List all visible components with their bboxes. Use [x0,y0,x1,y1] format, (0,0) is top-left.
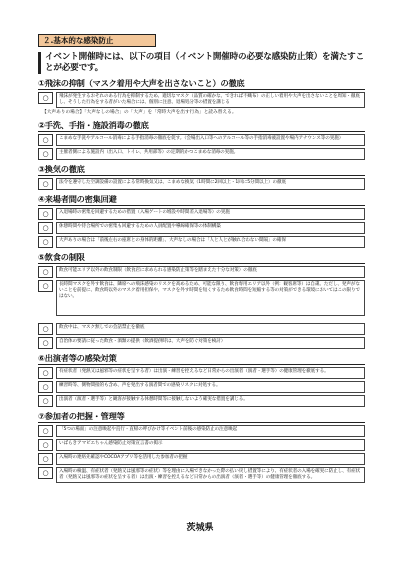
section-header-label: ２.基本的な感染防止 [38,34,156,47]
checklist-item [38,266,365,278]
section-hand-hygiene [38,120,365,160]
checklist-item [38,381,365,393]
item-text: 入退場時の密集を回避するための措置（入場ゲートの増設や時間差入退場等）の実施 [56,208,365,220]
item-text: 有症状者（発熱又は風邪等の症状を呈する者）は出演・練習を控えるなど日常からの出演者（演者・選手等）の健康管理を徹底する。 [56,367,365,379]
prefecture-footer: 茨城県 [186,523,214,533]
checklist-item [38,323,365,335]
checkbox[interactable]: ○ [38,395,53,407]
checkbox[interactable]: ○ [38,337,53,349]
checkbox[interactable]: ○ [38,381,53,393]
section-participant-management [38,411,365,483]
item-text: 入場時の連絡先確認やCOCOAアプリ等を活用した参加者の把握 [56,453,365,465]
section-ventilation [38,164,365,190]
section-title: ②手洗、手指・施設消毒の徹底 [38,120,365,132]
checkbox[interactable]: ○ [38,178,53,190]
checkbox[interactable]: ○ [38,208,53,220]
document-page [38,34,365,485]
checkbox[interactable]: ○ [38,367,53,379]
checkbox[interactable]: ○ [38,467,53,479]
item-text: 練習時等、側物間接的も含め、声を発出する演者間での感染リスクに対処する。 [56,381,365,393]
item-text: 飲食可能エリア以外の飲食制限（飲食店に求められる感染防止策等を踏まえた十分な対策）の徹底 [56,266,365,278]
section-droplet-control [38,78,365,116]
section-note: 【大声ありの場合】「大声なしの場合」の「大声」を「常時大声を出す行為」と読み替える。 [42,110,237,115]
item-text: 飲食中は、マスク無しでの会話禁止を徹底 [56,323,365,335]
checkbox[interactable]: ○ [38,134,53,146]
checklist-item [38,453,365,465]
checklist-item [38,337,365,349]
item-text: 入場時の検温、有症状者（発熱又は風邪等の症状）等を理由に入場できなかった際の払い戻し措置等により、有症状者の入場を確実に防止し、有症状者（発熱又は風邪等の症状を呈する者）は出演・練習を控えるなど日常からの出演者（演者・選手等）の健康管理を徹底する。 [56,467,365,483]
checklist-item [38,395,365,407]
checkbox[interactable]: ○ [38,222,53,234]
item-text: いばらきアマビエちゃん感染防止対策宣言書の掲示 [56,439,365,451]
section-title: ③換気の徹底 [38,164,365,176]
checkbox[interactable]: ○ [38,439,53,451]
checkbox[interactable]: ○ [38,323,53,335]
item-text: 休憩時間や待合場所での密集も回避するための人員配置や導線確保等の体制構築 [56,222,365,234]
checklist-item [38,425,365,437]
checkbox[interactable]: ○ [38,425,53,437]
section-eating-restrictions [38,252,365,349]
section-crowd-avoidance [38,194,365,248]
checkbox[interactable]: ○ [38,266,53,278]
checklist-item [38,439,365,451]
item-text: 自治体の要請に従った飲食・酒類の提供（飲酒提供時は、大声を防ぐ対策を検討） [56,337,365,349]
checklist-item [38,280,365,316]
item-text: 大声ありの場合は「前後左右の座席との身体的距離」、大声なしの場合は「人と人とが触れ合わない間隔」の確保 [56,236,365,248]
item-text: 「5つの場面」の注意喚起や直行・直帰の呼びかけ等イベント前後の感染防止の注意喚起 [56,425,365,437]
item-text: 法令を遵守した空調設備の設置による常時換気又は、こまめな換気（1時間に2回以上・1回に5分間以上）の徹底 [56,178,365,190]
checklist-item [38,222,365,234]
checkbox[interactable]: ○ [38,453,53,465]
section-title: ④来場者間の密集回避 [38,194,365,206]
section-performer-measures [38,353,365,407]
checklist-item [38,208,365,220]
section-title: ⑤飲食の制限 [38,252,365,264]
item-text: 飛沫が発生するおそれのある行為を抑制するため、適切なマスク（品質の確かな、できれば不織布）の正しい着用や大声を出さないことを周知・徹底し、そうした行為をする者がいた場合には、個別に注意、退場処分等の措置を講じる [56,92,365,108]
checklist-item [38,236,365,248]
item-text: 主催者側による施設内（出入口、トイレ、共用部等）の定期的かつこまめな消毒の実施。 [56,148,365,160]
section-title: ⑥出演者等の感染対策 [38,353,365,365]
checklist-item [38,178,365,190]
intro-text: イベント開催時には、以下の項目（イベント開催時の必要な感染防止策）を満たすことが必要です。 [38,52,365,74]
checklist-item [38,134,365,146]
item-text: こまめな手洗やアルコール消毒による手指消毒の徹底を促す。（会場出入口等へのアルコール等の手指消毒液設置や場内アナウンス等の実施） [56,134,365,146]
item-text: 出演者（演者・選手等）と観客が接触する休憩時間等に接触しないよう確実な措置を講じる。 [56,395,365,407]
checkbox[interactable]: ○ [38,280,53,292]
checkbox[interactable]: ○ [38,236,53,248]
section-title: ⑦参加者の把握・管理等 [38,411,365,423]
checklist-item [38,367,365,379]
item-text: 長時間マスクを外す飲食は、隣席への飛沫感染のリスクを高めるため、可能な限り、飲食専用エリア以外（例：観客席等）は自粛。ただし、発声がないことを前提に、飲食時以外のマスク着用担保や、マスクを外す時間を短くするため飲食時間を短縮する等の対策ができる環境においてはこの限りではない。 [56,280,365,316]
checklist-item [38,148,365,160]
checklist-item [38,92,365,108]
checkbox[interactable]: ○ [38,92,53,104]
checkbox[interactable]: ○ [38,148,53,160]
checklist-item [38,467,365,483]
section-title: ①飛沫の抑制（マスク着用や大声を出さないこと）の徹底 [38,78,365,90]
